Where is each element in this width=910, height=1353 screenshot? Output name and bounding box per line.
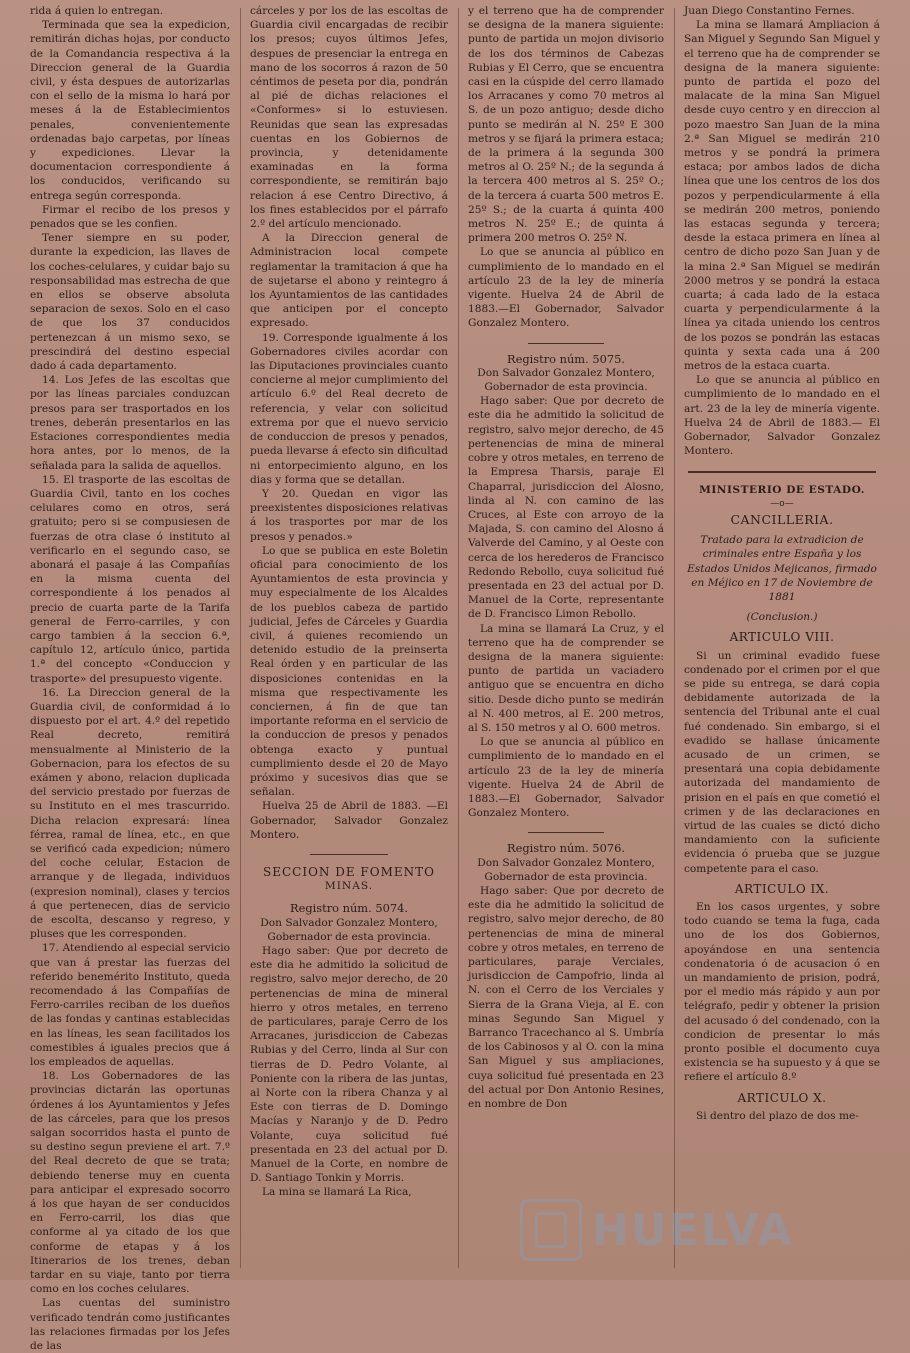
paragraph: Terminada que sea la expedicion, remitirán dichas hojas, por conducto de la Comandancia respectiva á la Direccion general de la Guardia civil, y ésta despues de autorizarlas con el sello de la misma lo hará por meses á la de Establecimientos penales, convenientemente ordenadas bajo carpetas, por líneas y expediciones. Llevar la documentacion correspondiente á los conducidos, verificando su entrega según corresponda. [30, 19, 230, 202]
paragraph: En los casos urgentes, y sobre todo cuando se tema la fuga, cada uno de los dos Gobiernos, apoyándose en una sentencia condenatoria ó de acusacion ó en un mandamiento de prision, podrá, por el medio más rápido y aun por telégrafo, pedir y obtener la prision del acusado ó del condenado, con la condicion de presentar lo más pronto posible el documento cuya existencia se ha supuesto y á que se refiere el artículo 8.º [684, 900, 880, 1084]
section-divider [310, 854, 388, 855]
paragraph: Si un criminal evadido fuese condenado por el crimen por el que se pide su entrega, se dará copia debidamente autorizada de la sentencia del Tribunal ante el cual fué condenado. Sin embargo, si el evadido se hallase únicamente acusado de un crimen, se presentará una copia debidamente autorizada del mandamiento de prision en el país en que cometió el crimen y de las declaraciones en virtud de las cuales se dictó dicho mandamiento con la suficiente evidencia ó prueba que se juzgue competente para el caso. [684, 649, 880, 875]
paragraph: 17. Atendiendo al especial servicio que van á prestar las fuerzas del referido benemérito Instituto, queda recomendado á las Compañías de Ferro-carriles reciban de los dueños de las fondas y cantinas establecidas en las líneas, les sean facilitados los comestibles á iguales precios que á los empleados de aquellas. [30, 942, 230, 1069]
registro-title: Registro núm. 5074. [290, 901, 408, 916]
paragraph: A la Direccion general de Administracion local compete reglamentar la tramitacion á que ha de sujetarse el abono y reintegro á los Ayuntamientos de las cantidades que anticipen por el concepto expresado. [250, 232, 448, 330]
paragraph: rida á quien lo entregan. [30, 5, 164, 17]
section-subtitle: MINAS. [324, 880, 374, 893]
paragraph: 14. Los Jefes de las escoltas que por las líneas parciales conduzcan presos para ser trasportados en los trenes, deberán presentarlos en las Estaciones correspondientes media hora antes, por lo menos, de la señalada para la salida de aquellos. [30, 374, 230, 472]
column-divider [240, 8, 241, 1268]
paragraph: Juan Diego Constantino Fernes. [684, 5, 855, 17]
paragraph: Hago saber: Que por decreto de este dia he admitido la solicitud de registro, salvo mejor derecho, de 80 pertenencias de mina de mineral cobre y otros metales, en terreno de particulares, paraje Verciales, jurisdiccion de Campofrio, linda al N. con el Cerro de los Verciales y Sierra de la Grana Vieja, al E. con minas Segundo San Miguel y Barranco Tracechanco al S. Umbría de los Cabinosos y al O. con la mina San Miguel y sus ampliaciones, cuya solicitud fué presentada en 23 del actual por Don Antonio Resines, en nombre de Don [468, 884, 664, 1111]
column-divider [458, 8, 459, 1268]
governor-line: Don Salvador Gonzalez Montero, Gobernador de esta provincia. [477, 366, 655, 394]
conclusion-note: (Conclusion.) [746, 611, 818, 624]
ornament: —o— [770, 498, 794, 509]
column-3 [468, 4, 664, 1270]
section-divider [688, 471, 876, 473]
paragraph: Lo que se anuncia al público en cumplimiento de lo mandado en el artículo 23 de la ley de minería vigente. Huelva 24 de Abril de 1883.—El Gobernador, Salvador Gonzalez Montero. [468, 246, 664, 330]
paragraph: Lo que se anuncia al público en cumplimiento de lo mandado en el artículo 23 de la ley de minería vigente. Huelva 24 de Abril de 1883.—El Gobernador, Salvador Gonzalez Montero. [468, 736, 664, 820]
governor-line: Don Salvador Gonzalez Montero, Gobernador de esta provincia. [260, 916, 438, 943]
governor-line: Don Salvador Gonzalez Montero, Gobernador de esta provincia. [477, 856, 655, 883]
paragraph: 15. El trasporte de las escoltas de Guardia Civil, tanto en los coches celulares como en otros, será gratuito; pero si se compusiesen de fuerzas de otra clase ó instituto al verificarlo en el segundo caso, se abonará el pasaje á las Compañías en la misma cuenta del correspondiente á los penados al precio de cuarta parte de la Tarifa general de Ferro-carriles, y con cargo tambien á la seccion 6.ª, capítulo 12, artículo único, partida 1.ª del concepto «Conduccion y trasporte» del presupuesto vigente. [30, 473, 230, 685]
paragraph: Hago saber: Que por decreto de este dia he admitido la solicitud de registro, salvo mejor derecho, de 20 pertenencias de mina de mineral hierro y otros metales, en terreno de particulares, paraje Cerro de los Arracanes, jurisdiccion de Cabezas Rubias y del Cerro, linda al Sur con tierras de D. Pedro Volante, al Poniente con la ribera de las juntas, al Norte con la ribera Chanza y al Este con tierras de D. Domingo Macías y Naranjo y de D. Pedro Volante, cuya solicitud fué presentada en 23 del actual por D. Manuel de la Corte, en nombre de D. Santiago Tonkin y Morris. [250, 945, 448, 1185]
signature-line: Huelva 25 de Abril de 1883. —El Gobernador, Salvador Gonzalez Montero. [250, 800, 448, 841]
paragraph: La mina se llamará La Cruz, y el terreno que ha de comprender se designa de la manera siguiente: punto de partida un vaciadero antiguo que se encuentra en dicho sitio. Desde dicho punto se medirán al N. 400 metros, al E. 200 metros, al S. 150 metros y al O. 600 metros. [468, 622, 664, 734]
cancilleria-heading: CANCILLERIA. [730, 511, 834, 527]
paragraph: Tener siempre en su poder, durante la expedicion, las llaves de los coches-celulares, y cuidar bajo su responsabilidad mas estrecha de que en ellos se observe absoluta separacion de sexos. Solo en el caso de que los 37 conducidos pertenezcan á un mismo sexo, se prescindirá del destino especial dado á cada departamento. [30, 232, 230, 373]
archive-logo-icon [520, 1199, 582, 1261]
section-divider [528, 343, 604, 344]
watermark-text: HUELVA [592, 1204, 794, 1256]
section-title: SECCION DE FOMENTO [263, 864, 435, 879]
registro-title: Registro núm. 5075. [507, 351, 625, 366]
paragraph: La mina se llamará La Rica, [262, 1186, 412, 1199]
paragraph: Lo que se publica en este Boletin oficial para conocimiento de los Ayuntamientos de esta provincia y muy especialmente de los Alcaldes de los pueblos cabeza de partido judicial, Jefes de Cárceles y Guardia civil, á quienes recomiendo un detenido estudio de la preinserta Real órden y en particular de las disposiciones contenidas en la misma que respectivamente les conciernen, á fin de que tan importante reforma en el servicio de la conduccion de presos y penados obtenga exacto y puntual cumplimiento desde el 20 de Mayo próximo y sucesivos dias que se señalan. [250, 544, 448, 799]
column-2 [250, 4, 448, 1270]
paragraph: Hago saber: Que por decreto de este dia he admitido la solicitud de registro, salvo mejor derecho, de 45 pertenencias de mina de mineral cobre y otros metales, en terreno de la Empresa Tharsis, paraje El Chaparral, jurisdiccion del Alosno, linda al N. con camino de las Cruces, al Este con arroyo de la Majada, S. con camino del Alosno á Valverde del Camino, y al Oeste con cerca de los herederos de Francisco Redondo Rebollo, cuya solicitud fué presentada en 23 del actual por D. Manuel de la Corte, representante de D. Francisco Limon Rebollo. [468, 395, 664, 621]
article-heading: ARTICULO IX. [734, 881, 830, 896]
paragraph: La mina se llamará Ampliacion á San Miguel y Segundo San Miguel y el terreno que ha de comprender se designa de la manera siguiente: punto de partida el pozo del malacate de la mina San Miguel desde cuyo centro y en direccion al pozo maestro San Juan de la mina 2.ª San Miguel se medirán 210 metros y se pondrá la primera estaca; por ambos lados de dicha línea que une los centros de los dos pozos y perpendicularmente á ella se medirán 200 metros, poniendo las estacas segunda y tercera; desde la estaca primera en línea al centro de dicho pozo San Juan y de la mina 2.ª San Miguel se medirán 2000 metros y se pondrá la estaca cuarta; á cada lado de la estaca cuarta y perpendicularmente á la línea ya citada uniendo los centros de los pozos se pondrán las estacas quinta y sexta cada una á 200 metros de la estaca cuarta. [684, 19, 880, 373]
article-heading: ARTICULO X. [737, 1090, 827, 1105]
paragraph: Firmar el recibo de los presos y penados que se les confien. [30, 203, 230, 231]
paragraph: y el terreno que ha de comprender se designa de la manera siguiente: punto de partida un mojon divisorio de los dos términos de Cabezas Rubias y El Cerro, que se encuentra casi en la cúspide del cerro llamado los Arracanes y como 70 metros al S. de un pozo antiguo; desde dicho punto se medirán al N. 25º E 300 metros y se fijará la primera estaca; de la primera á la segunda 300 metros al O. 25º N.; de la segunda á la tercera 400 metros al S. 25º O.; de la tercera á cuarta 500 metros E. 25º S.; de la cuarta á quinta 400 metros N. 25º E.; de quinta á primera 200 metros O. 25º N. [468, 5, 664, 245]
column-1 [30, 4, 230, 1353]
section-divider [528, 832, 604, 833]
column-4 [684, 4, 880, 1270]
column-divider [674, 8, 675, 1268]
paragraph: Lo que se anuncia al público en cumplimiento de lo mandado en el art. 23 de la ley de minería vigente. Huelva 24 de Abril de 1883.— El Gobernador, Salvador Gonzalez Montero. [684, 374, 880, 458]
paragraph: Las cuentas del suministro verificado tendrán como justificantes las relaciones firmadas por los Jefes de las [30, 1297, 230, 1353]
registro-title: Registro núm. 5076. [507, 841, 625, 856]
article-heading: ARTICULO VIII. [729, 630, 835, 645]
paragraph: 16. La Direccion general de la Guardia civil, de conformidad á lo dispuesto por el art. 4.º del repetido Real decreto, remitirá mensualmente al Ministerio de la Gobernacion, para los efectos de su exámen y abono, relacion duplicada del servicio prestado por fuerzas de su Instituto en el mes trascurrido. Dicha relacion expresará: línea férrea, ramal de línea, etc., en que se verificó cada expedicion; número del coche celular, Estacion de arranque y de llegada, individuos (expresion nominal), clases y tercios á que pertenecen, dias de servicio de escolta, descanso y regreso, y pluses que les corresponden. [30, 686, 230, 941]
ministerio-heading: MINISTERIO DE ESTADO. [699, 483, 865, 496]
archive-watermark [520, 1190, 890, 1270]
paragraph: 18. Los Gobernadores de las provincias dictarán las oportunas órdenes á los Ayuntamientos y Jefes de las cárceles, para que los presos salgan socorridos hasta el punto de su destino segun previene el art. 7.º del Real decreto de que se trata; debiendo tenerse muy en cuenta para anticipar el expresado socorro á los que hayan de ser conducidos en Ferro-carril, los dias que conforme al ya citado de los que conforme de etapas y á los Itinerarios de los trenes, deban tardar en su viaje, tanto por tierra como en los coches celulares. [30, 1070, 230, 1296]
paragraph: Si dentro del plazo de dos me- [696, 1109, 859, 1122]
paragraph: 19. Corresponde igualmente á los Gobernadores civiles acordar con las Diputaciones provinciales cuanto concierne al mejor cumplimiento del artículo 6.º del Real decreto de referencia, y velar con solicitud extrema por que el nuevo servicio de conduccion de presos y penados, pueda llevarse á efecto sin dificultad ni entorpecimiento alguno, en los dias y forma que se detallan. [250, 331, 448, 486]
paragraph: cárceles y por los de las escoltas de Guardia civil encargadas de recibir los presos; cuyos últimos Jefes, despues de presenciar la entrega en mano de los socorros á razon de 50 céntimos de peseta por dia, pondrán al pié de dichas relaciones el «Conformes» si lo estuviesen. Reunidas que sean las expresadas cuentas en los Gobiernos de provincia, y detenidamente examinadas en la forma correspondiente, se remitirán bajo relacion á ese Centro Directivo, á los fines establecidos por el párrafo 2.º del artículo mencionado. [250, 5, 448, 231]
treaty-title: Tratado para la extradicion de criminales entre España y los Estados Unidos Mejicanos, firmado en Méjico en 17 de Noviembre de 1881 [687, 534, 877, 603]
paragraph: Y 20. Quedan en vigor las preexistentes disposiciones relativas á los trasportes por mar de los presos y penados.» [250, 487, 448, 543]
